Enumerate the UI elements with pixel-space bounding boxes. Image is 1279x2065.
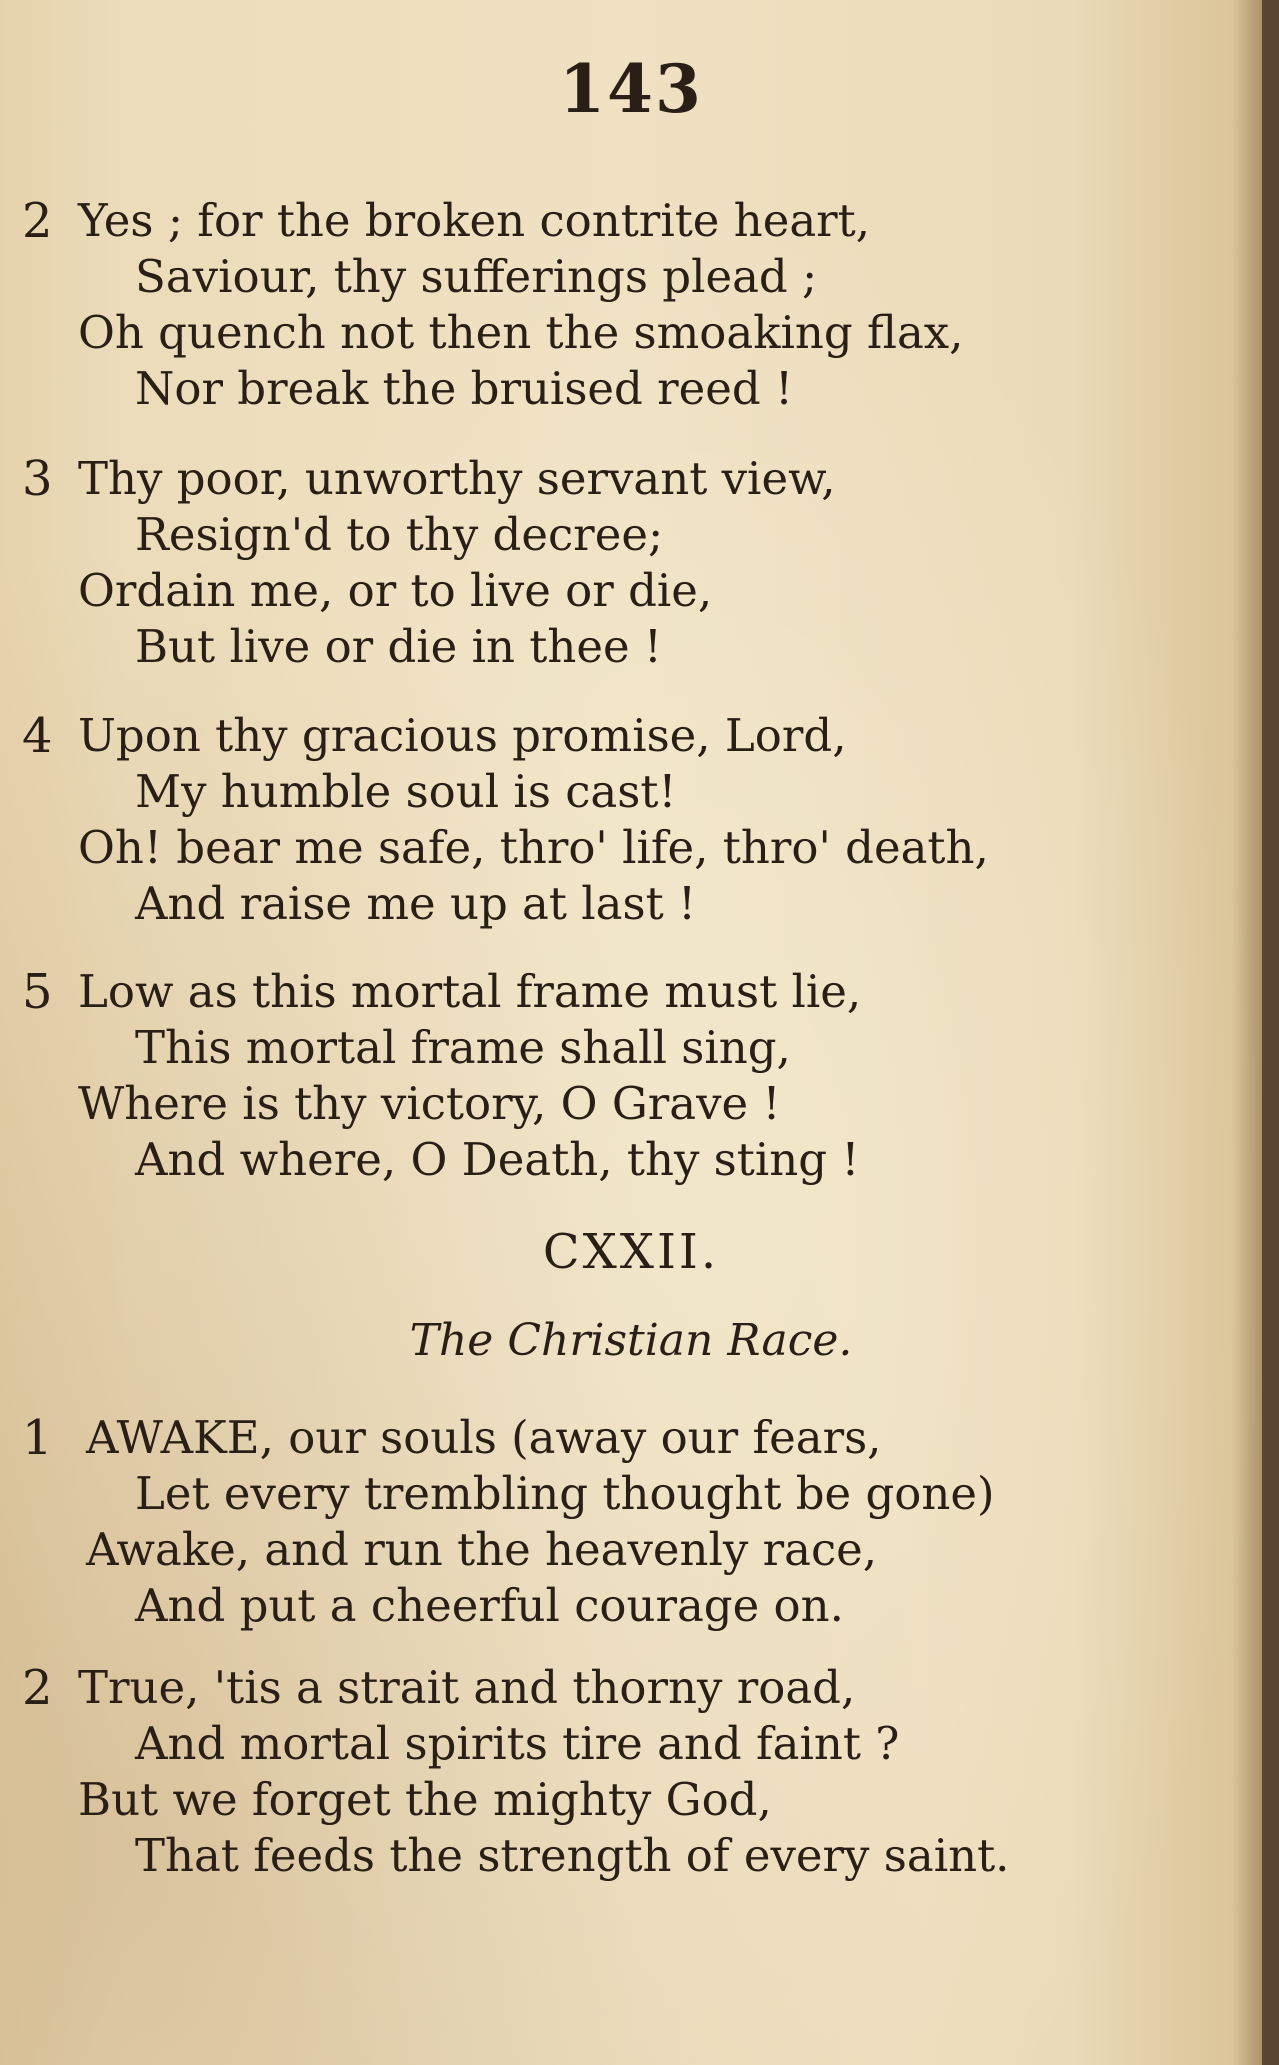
verse-line: Resign'd to thy decree; bbox=[135, 508, 664, 561]
verse-line: And raise me up at last ! bbox=[135, 877, 697, 930]
stanza-number: 1 bbox=[22, 1410, 53, 1466]
hymn-title: The Christian Race. bbox=[409, 1315, 853, 1366]
verse-line: But we forget the mighty God, bbox=[78, 1773, 772, 1826]
page-number: 143 bbox=[559, 50, 703, 128]
verse-line: Saviour, thy sufferings plead ; bbox=[135, 250, 818, 303]
verse-line: Thy poor, unworthy servant view, bbox=[78, 452, 836, 505]
verse-line: Let every trembling thought be gone) bbox=[135, 1467, 995, 1520]
hymn-number: CXXII. bbox=[542, 1224, 720, 1280]
verse-line: Nor break the bruised reed ! bbox=[135, 362, 794, 415]
stanza-number: 4 bbox=[22, 708, 53, 764]
verse-line: Upon thy gracious promise, Lord, bbox=[78, 709, 847, 762]
stanza-number: 3 bbox=[22, 451, 53, 507]
verse-line: My humble soul is cast! bbox=[135, 765, 677, 818]
stanza-number: 2 bbox=[22, 193, 53, 249]
verse-line: Yes ; for the broken contrite heart, bbox=[78, 194, 871, 247]
verse-line: Low as this mortal frame must lie, bbox=[78, 965, 862, 1018]
verse-line: Where is thy victory, O Grave ! bbox=[78, 1077, 781, 1130]
stanza-number: 2 bbox=[22, 1660, 53, 1716]
verse-line: That feeds the strength of every saint. bbox=[135, 1829, 1010, 1882]
stanza-number: 5 bbox=[22, 964, 53, 1020]
verse-line: AWAKE, our souls (away our fears, bbox=[86, 1411, 882, 1464]
verse-line: And put a cheerful courage on. bbox=[135, 1579, 844, 1632]
verse-line: Oh! bear me safe, thro' life, thro' death, bbox=[78, 821, 989, 874]
verse-line: This mortal frame shall sing, bbox=[135, 1021, 791, 1074]
verse-line: And where, O Death, thy sting ! bbox=[135, 1133, 860, 1186]
verse-line: Awake, and run the heavenly race, bbox=[86, 1523, 878, 1576]
verse-line: But live or die in thee ! bbox=[135, 620, 663, 673]
verse-line: And mortal spirits tire and faint ? bbox=[135, 1717, 900, 1770]
verse-line: True, 'tis a strait and thorny road, bbox=[78, 1661, 856, 1714]
verse-line: Oh quench not then the smoaking flax, bbox=[78, 306, 964, 359]
verse-line: Ordain me, or to live or die, bbox=[78, 564, 713, 617]
